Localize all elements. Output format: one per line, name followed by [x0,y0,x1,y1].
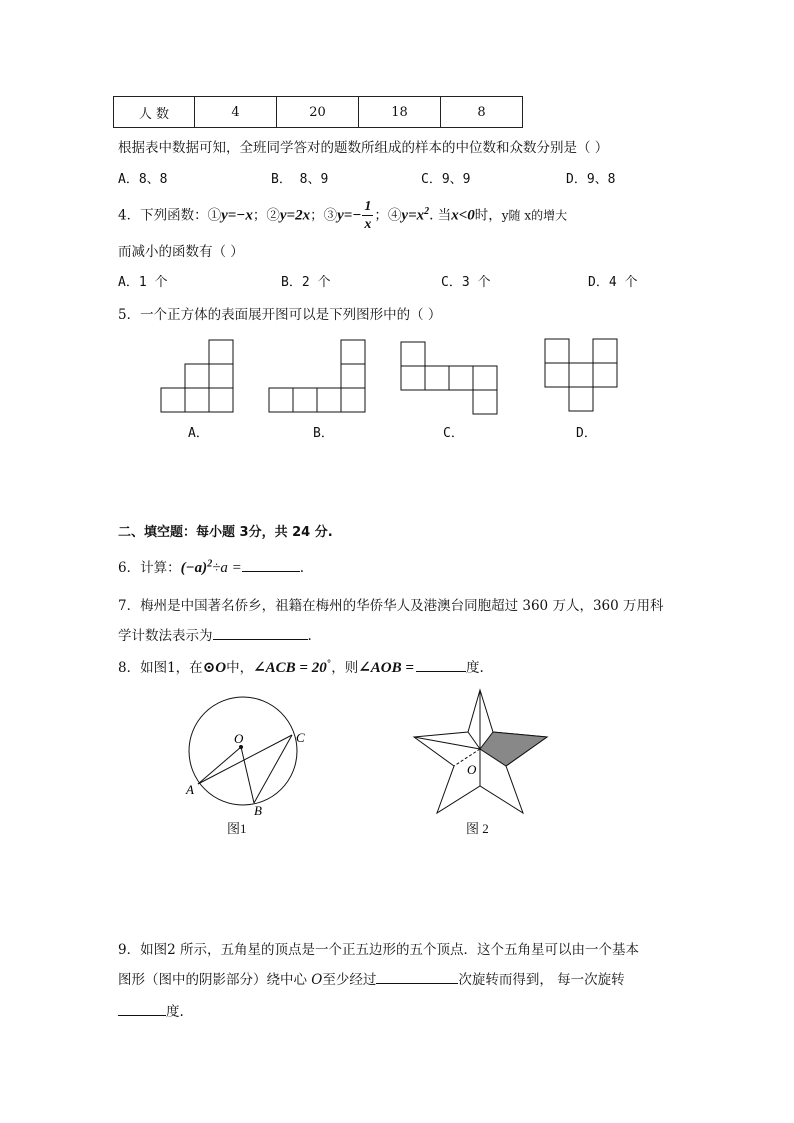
q6-rest: ÷a = [212,560,242,576]
q9-text-c: 次旋转而得到， 每一次旋转 [458,972,625,988]
shaded-region [480,732,547,766]
q8-degree: ° [326,659,332,670]
q5-prompt: 5．一个正方体的表面展开图可以是下列图形中的（ ） [118,307,442,323]
q9-end: 度. [166,1004,184,1020]
net-square [293,388,317,412]
q5-label-d: D． [576,426,597,441]
table-header-cell: 人 数 [114,97,195,128]
net-square [593,339,617,363]
net-square [185,388,209,412]
q4-tail: y随 x的增大 [501,208,568,223]
q3-option-c: C．9、9 [421,172,471,187]
q4-line1 [118,198,567,232]
net-square [545,363,569,387]
net-square [317,388,341,412]
q3-option-d: D．9、8 [566,172,616,187]
net-square [401,342,425,366]
q4-fraction-num: 1 [364,199,372,214]
net-square [209,340,233,364]
label-b: B [254,803,262,818]
q4-sep: ； [374,207,388,224]
q4-condition: x<0 [451,207,475,224]
q4-option-a: A．1 个 [118,275,168,290]
net-square [269,388,293,412]
star-ray [468,732,480,749]
q9-text-a: 图形（图中的阴影部分）绕中心 [118,972,312,988]
q7-text: 学计数法表示为 [118,628,213,644]
net-square [473,390,497,414]
q6-end: . [299,560,305,576]
table-cell: 18 [359,97,441,128]
q6-exponent: 2 [207,558,213,570]
q4-sep: ； [310,207,324,224]
answer-count-table [113,96,523,128]
q4-prefix: 4．下列函数： [118,207,208,224]
q9-count-blank[interactable] [376,969,458,984]
net-square [341,340,365,364]
net-square [161,388,185,412]
q8-prefix: 8．如图1，在 [118,660,203,676]
q7-end: . [307,628,312,644]
q4-sep: ； [252,207,267,224]
q6-line [118,556,304,577]
net-square [401,366,425,390]
figure-1-circle [180,688,320,818]
section-title: 二、填空题：每小题 3分，共 24 分. [118,525,333,540]
net-b [269,340,365,412]
net-c [401,342,497,414]
q4-option-d: D．4 个 [588,275,638,290]
q7-line1: 7．梅州是中国著名侨乡，祖籍在梅州的华侨华人及港澳台同胞超过 360 万人，360 万用科 [118,598,664,614]
net-square [341,364,365,388]
figure-2-star [410,686,555,816]
q9-text-b: 至少经过 [322,972,377,988]
q4-exponent: 2 [424,206,430,217]
table-cell: 20 [277,97,359,128]
q5-label-b: B． [313,426,334,441]
q3-option-b: B． 8、9 [271,172,329,187]
cube-nets [0,330,794,420]
q4-mark-3: ③ [323,207,338,224]
q6-answer-blank[interactable] [242,557,300,572]
label-c: C [296,730,305,745]
q8-line [118,656,484,677]
net-square [449,366,473,390]
q8-mid: 中， [226,660,254,676]
figure-1-caption: 图1 [227,821,247,836]
q9-line2 [118,968,625,988]
q4-line2: 而减小的函数有（ ） [118,244,244,260]
q7-answer-blank[interactable] [213,625,308,640]
net-a [161,340,233,412]
net-square [569,387,593,411]
table-cell: 4 [195,97,277,128]
net-square [545,339,569,363]
net-square [209,388,233,412]
q8-angle-aob: ∠AOB = [358,660,414,676]
label-a: A [186,782,194,797]
q8-circle: ⊙O [202,660,227,676]
table-row [114,97,523,128]
circle-o [189,697,297,805]
q6-prefix: 6．计算： [118,560,181,576]
net-square [569,363,593,387]
q9-line1: 9．如图2 所示，五角星的顶点是一个正五边形的五个顶点．这个五角星可以由一个基本 [118,942,639,958]
net-square [185,364,209,388]
q4-cond-pre: . 当 [429,207,452,224]
table-cell: 8 [441,97,523,128]
q4-function-4: y=x [401,207,425,224]
net-square [425,366,449,390]
q7-line2 [118,624,312,644]
q4-option-b: B．2 个 [281,275,331,290]
net-d [545,339,617,411]
figure-2-caption: 图 2 [466,821,489,836]
q8-answer-blank[interactable] [416,657,466,672]
net-square [341,388,365,412]
q4-function-2: y=2x [279,207,311,224]
q4-mark-1: ① [207,207,222,224]
q3-prompt: 根据表中数据可知，全班同学答对的题数所组成的样本的中位数和众数分别是（ ） [118,140,609,156]
net-square [209,364,233,388]
q9-center-o: O [311,972,323,988]
q8-end: 度. [465,660,484,676]
q4-cond-post: 时， [474,207,502,224]
q8-angle-acb: ∠ACB = 20 [253,660,327,676]
q6-expression: (−a) [180,560,208,576]
q4-mark-2: ② [266,207,280,224]
q5-label-a: A． [188,426,209,441]
q8-sep: ，则 [331,660,359,676]
net-square [593,363,617,387]
label-o: O [234,731,244,746]
q9-degree-blank[interactable] [118,1001,166,1016]
star-ray [414,737,480,749]
q4-fraction [362,200,373,232]
q4-function-3: y=− [337,207,362,224]
q4-option-c: C．3 个 [441,275,491,290]
q4-function-1: y=−x [221,207,253,224]
q3-option-a: A．8、8 [118,172,168,187]
q5-label-c: C． [443,426,464,441]
label-o: O [467,762,477,777]
q4-fraction-den: x [364,217,372,232]
net-square [473,366,497,390]
q9-line3 [118,1000,184,1020]
q4-mark-4: ④ [387,207,402,224]
